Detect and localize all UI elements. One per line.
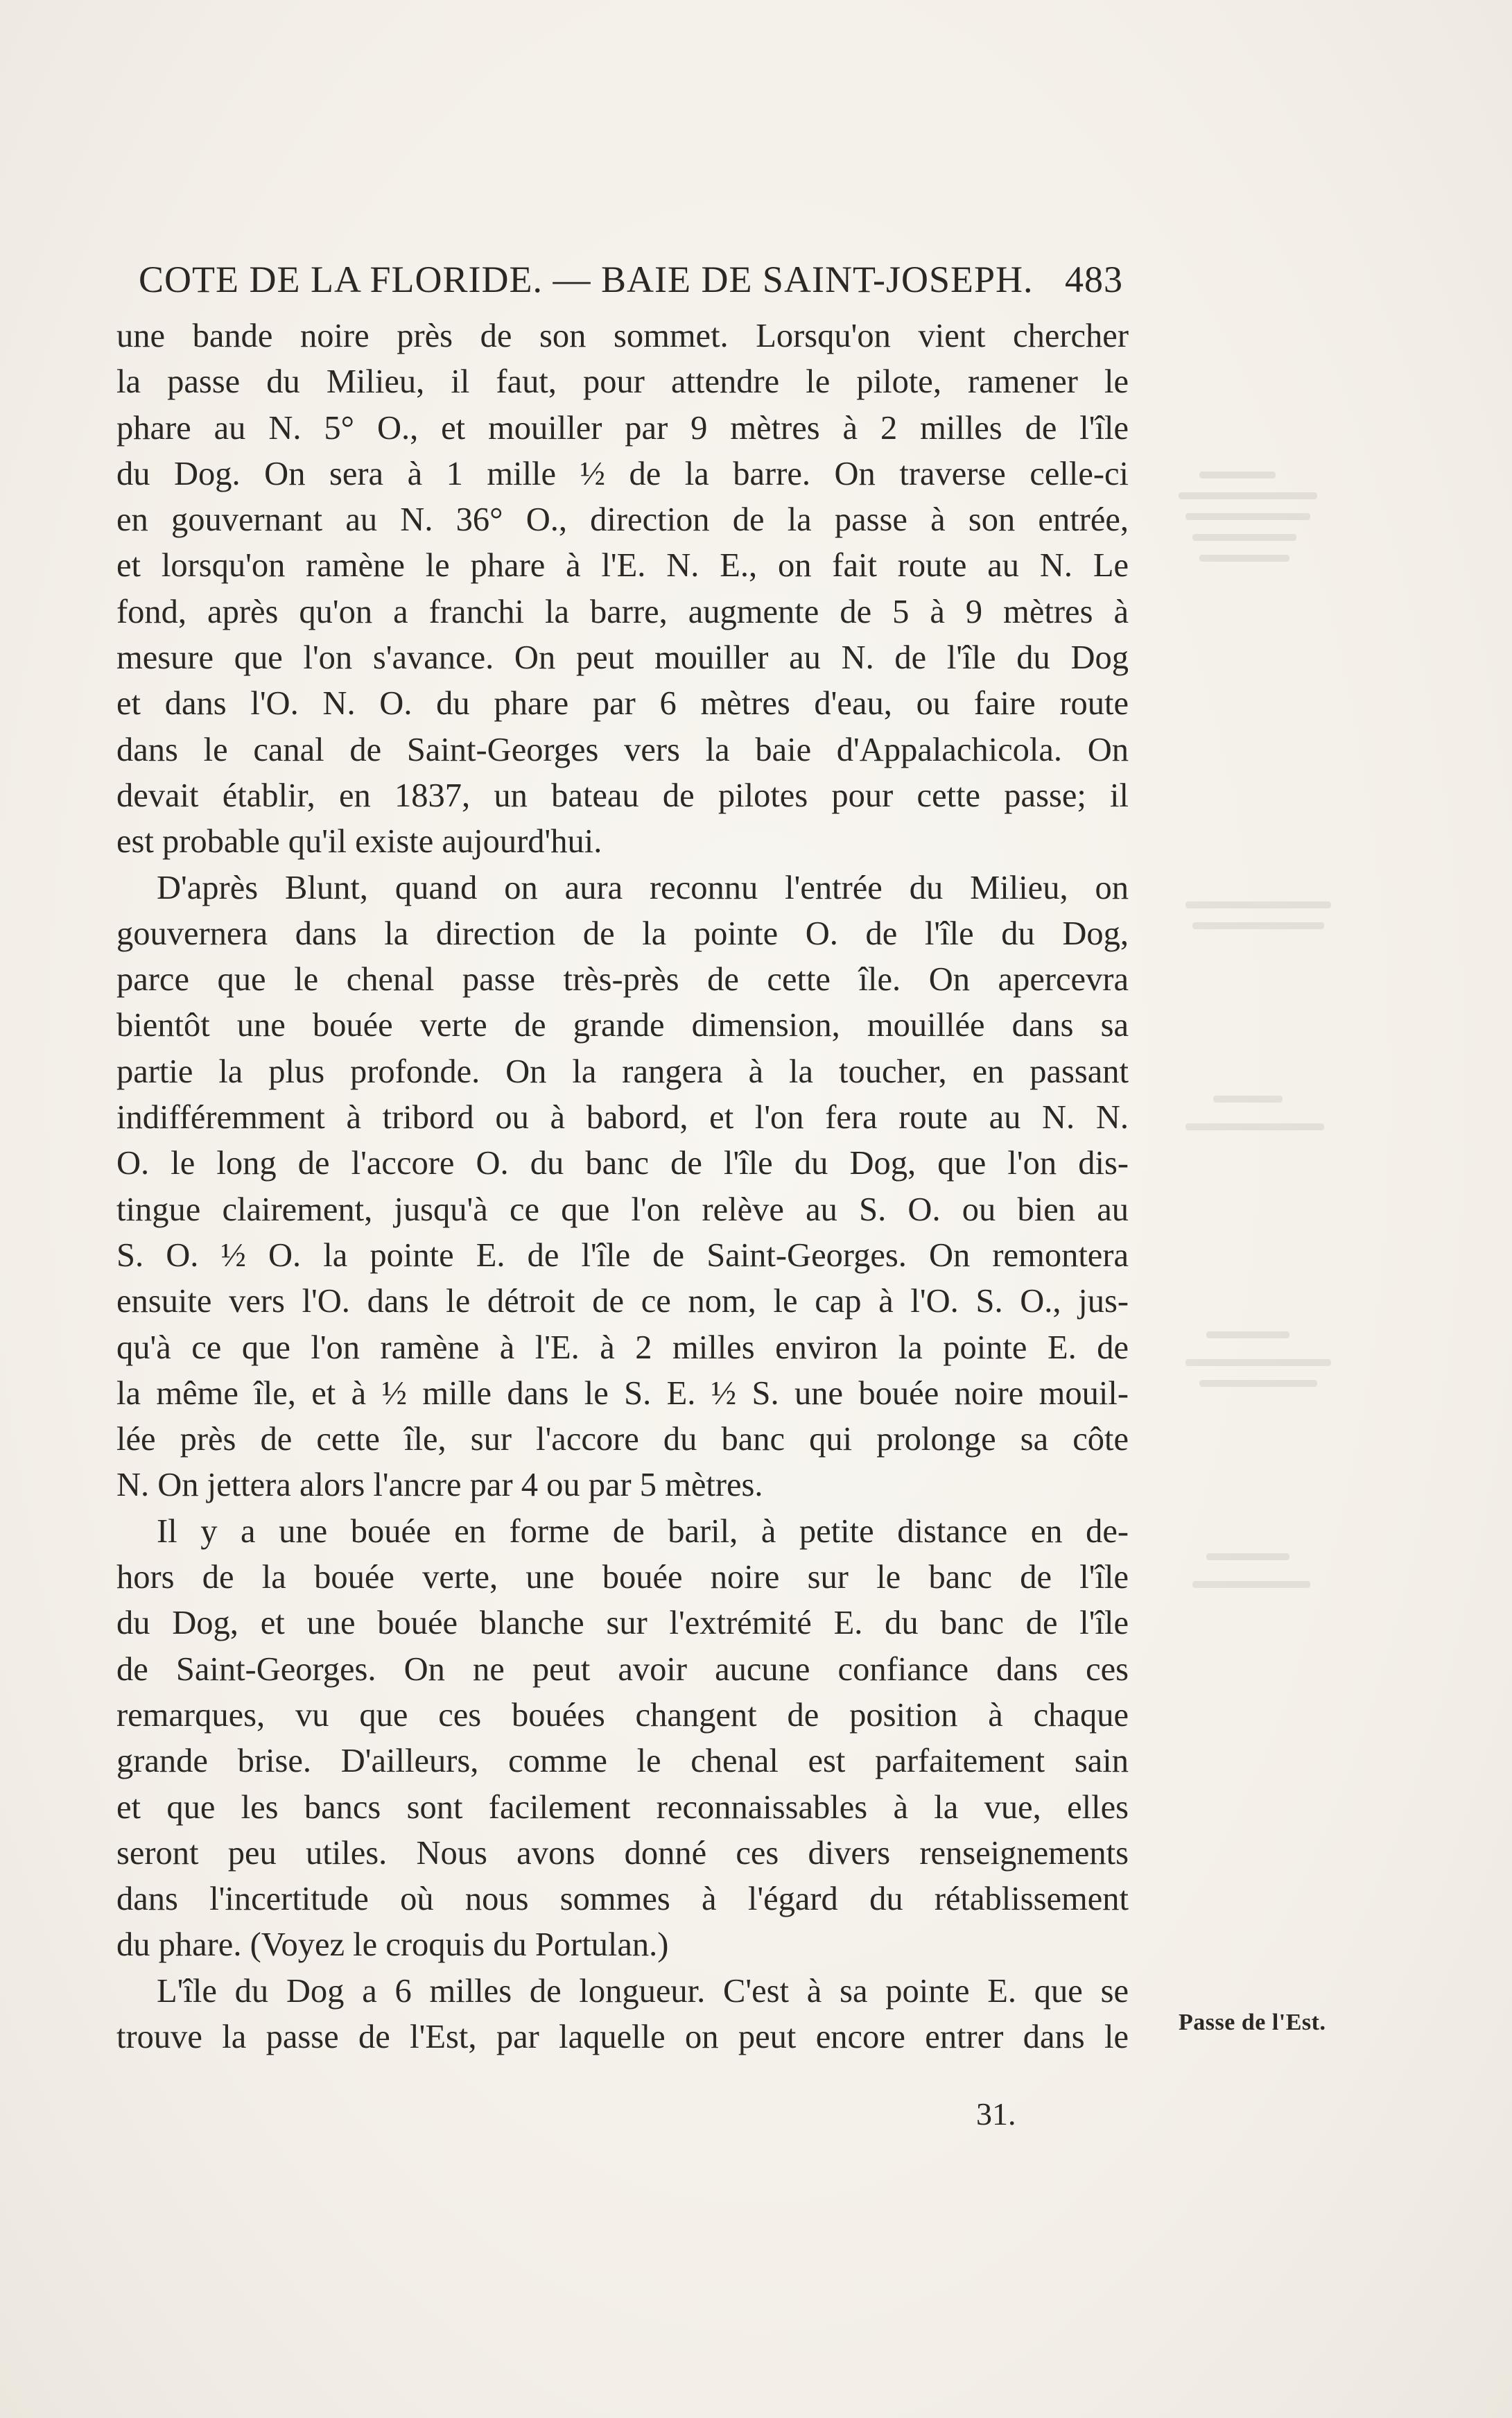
text-line: D'après Blunt, quand on aura reconnu l'entrée du Milieu, on [157, 869, 1129, 906]
text-line: grande brise. D'ailleurs, comme le chenal est parfaitement sain [116, 1743, 1129, 1780]
text-line: du Dog, et une bouée blanche sur l'extrémité E. du banc de l'île [116, 1605, 1129, 1642]
text-line: fond, après qu'on a franchi la barre, augmente de 5 à 9 mètres à [116, 593, 1129, 630]
text-line: ensuite vers l'O. dans le détroit de ce nom, le cap à l'O. S. O., jus- [116, 1283, 1129, 1320]
text-line: une bande noire près de son sommet. Lorsqu'on vient chercher [116, 318, 1129, 354]
text-line: du Dog. On sera à 1 mille ½ de la barre. On traverse celle-ci [116, 455, 1129, 492]
text-line: du phare. (Voyez le croquis du Portulan.) [116, 1926, 669, 1964]
text-line: et que les bancs sont facilement reconnaissables à la vue, elles [116, 1788, 1129, 1826]
text-line: est probable qu'il existe aujourd'hui. [116, 823, 602, 861]
text-line: de Saint-Georges. On ne peut avoir aucune confiance dans ces [116, 1650, 1129, 1688]
text-line: en gouvernant au N. 36° O., direction de la passe à son entrée, [116, 501, 1129, 539]
text-line: hors de la bouée verte, une bouée noire sur le banc de l'île [116, 1559, 1129, 1596]
text-line: tingue clairement, jusqu'à ce que l'on relève au S. O. ou bien au [116, 1191, 1129, 1228]
text-line: qu'à ce que l'on ramène à l'E. à 2 milles environ la pointe E. de [116, 1329, 1129, 1366]
margin-note: Passe de l'Est. [1179, 2010, 1326, 2035]
text-line: dans l'incertitude où nous sommes à l'égard du rétablissement [116, 1881, 1129, 1918]
text-line: N. On jettera alors l'ancre par 4 ou par 5 mètres. [116, 1467, 763, 1504]
text-line: S. O. ½ O. la pointe E. de l'île de Saint-Georges. On remontera [116, 1236, 1129, 1274]
text-line: et lorsqu'on ramène le phare à l'E. N. E., on fait route au N. Le [116, 547, 1129, 585]
text-line: seront peu utiles. Nous avons donné ces divers renseignements [116, 1834, 1129, 1872]
text-line: la passe du Milieu, il faut, pour attendre le pilote, ramener le [116, 363, 1129, 401]
text-line: remarques, vu que ces bouées changent de position à chaque [116, 1696, 1129, 1734]
signature-mark: 31. [976, 2096, 1016, 2132]
text-line: et dans l'O. N. O. du phare par 6 mètres d'eau, ou faire route [116, 685, 1129, 723]
text-line: phare au N. 5° O., et mouiller par 9 mètres à 2 milles de l'île [116, 409, 1129, 447]
page-number: 483 [1065, 259, 1123, 300]
show-through-shadow [1172, 472, 1352, 1650]
text-line: bientôt une bouée verte de grande dimension, mouillée dans sa [116, 1007, 1129, 1044]
text-line: indifféremment à tribord ou à babord, et l'on fera route au N. N. [116, 1099, 1129, 1137]
text-line: lée près de cette île, sur l'accore du banc qui prolonge sa côte [116, 1421, 1129, 1458]
text-line: gouvernera dans la direction de la pointe O. de l'île du Dog, [116, 915, 1129, 952]
text-line: la même île, et à ½ mille dans le S. E. ½ S. une bouée noire mouil- [116, 1374, 1129, 1412]
text-line: mesure que l'on s'avance. On peut mouiller au N. de l'île du Dog [116, 639, 1129, 677]
text-line: Il y a une bouée en forme de baril, à petite distance en de- [157, 1512, 1129, 1550]
text-line: O. le long de l'accore O. du banc de l'île du Dog, que l'on dis- [116, 1145, 1129, 1182]
body-text [116, 313, 1129, 2060]
text-line: devait établir, en 1837, un bateau de pilotes pour cette passe; il [116, 777, 1129, 814]
text-line: L'île du Dog a 6 milles de longueur. C'est à sa pointe E. que se [157, 1972, 1129, 2010]
text-line: partie la plus profonde. On la rangera à la toucher, en passant [116, 1053, 1129, 1090]
text-line: parce que le chenal passe très-près de cette île. On apercevra [116, 961, 1129, 999]
text-line: trouve la passe de l'Est, par laquelle on peut encore entrer dans le [116, 2018, 1129, 2055]
text-line: dans le canal de Saint-Georges vers la baie d'Appalachicola. On [116, 731, 1129, 768]
running-header [139, 258, 1123, 301]
running-title: COTE DE LA FLORIDE. — BAIE DE SAINT-JOSEPH. [139, 259, 1034, 300]
